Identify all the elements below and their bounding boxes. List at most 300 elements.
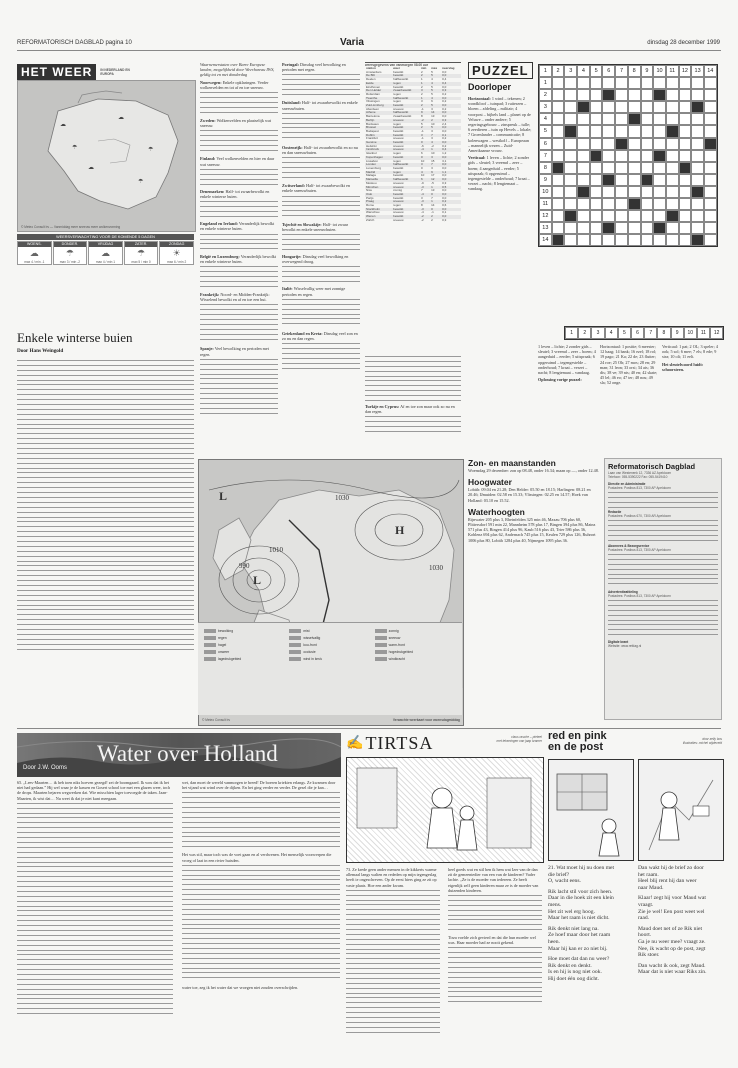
paper-info-box: Reformatorisch Dagblad Laan van Westenenk 12, 7336 AZ Apeldoorn Telefoon: 055-5390222 Fax: 055-5419410 Directie en Administratie Postadres: Postbus 813, 7300 AP Apeldoorn Redactie Postadres: Postbus 670, 7300 AR Apeldoorn Abonnees & Bezorgservice Postadres: Postbus 813, 7300 AP Apeldoorn Advertentieafdeling Postadres: Postbus 813, 7300 AP Apeldoorn Digitale krant Website: www.refdag.nl <box>604 458 722 720</box>
table-cell: Zürich <box>366 217 375 222</box>
grid-cell <box>564 138 577 150</box>
table-cell: 0,2 <box>442 143 447 148</box>
waterhoogten-title: Waterhoogten <box>468 506 525 517</box>
table-cell: 3 <box>431 136 433 141</box>
grid-cell <box>552 113 565 125</box>
table-cell: 0,0 <box>441 193 461 197</box>
table-cell: 0,0 <box>441 97 461 101</box>
legend-item: regen <box>204 634 285 641</box>
grid-col-number: 8 <box>628 65 641 77</box>
table-cell: Praag <box>365 200 392 204</box>
legend-item: zonnig <box>375 627 456 634</box>
table-cell: 0,2 <box>441 200 461 204</box>
table-cell: 0,2 <box>442 136 447 141</box>
grid-cell <box>704 210 717 222</box>
table-cell: 6 <box>431 99 433 104</box>
svg-text:1010: 1010 <box>269 546 283 554</box>
table-cell: Frankfurt <box>366 136 379 141</box>
grid-cell <box>704 186 717 198</box>
table-cell: -9 <box>421 180 424 185</box>
weather-icon: ☁ <box>100 248 110 258</box>
table-cell: 0,0 <box>441 74 461 78</box>
grid-cell <box>615 210 628 222</box>
table-cell: Bordeaux <box>366 121 379 126</box>
mid-rule <box>17 728 721 729</box>
legend-item: windkracht <box>375 655 456 662</box>
grid-cell <box>666 89 679 101</box>
grid-cell <box>691 174 704 186</box>
table-cell: 5 <box>431 84 433 89</box>
table-cell: -2 <box>421 217 424 222</box>
legend-item: mist <box>289 627 370 634</box>
table-header-cell: station <box>366 66 376 70</box>
grid-cell <box>602 222 615 234</box>
table-cell: 4 <box>430 97 441 101</box>
table-cell: 0,0 <box>441 156 461 160</box>
grid-cell <box>704 89 717 101</box>
grid-cell <box>691 113 704 125</box>
verse-line: O, wacht eens. <box>548 878 581 885</box>
answer-cell: 10 <box>684 327 697 339</box>
country-item: Finland: Veel wolkenvelden en hier en daar wat sneeuw. <box>200 156 275 167</box>
verse-line: Rik denkt niet lang na. <box>548 925 599 932</box>
table-cell: Eelde <box>365 82 392 86</box>
puzzle-clues: Horizontaal: 1 wind – tekenen; 2 wondkloof – tuinpad; 3 ruiterzen – bloem – afdeling – militair; 4 voorpost – bijbels land – planet op de Veluwe – onder andere; 5 regeringsgebouw – zinspreuk – tulle; 6 zeedieren – tuin op Hevels – lokale; 7 Groenlander – communicatie; 8 kolenwagen – westkolf – Europeaan – mannelijk wezen – Zuid-Amerikaanse vrouw. Verticaal: 1 leven – lichte; 2 zonder gids – sleutel; 3 vreemd – zeer – boem; 4 aangeduid – eerder; 5 uitspraak; 6 opgeruimd – tegengestelde – onderhoud; 7 kraai – verzet – nacht; 8 lengtemaat – vandaag. <box>468 96 532 192</box>
country-item: Zweden: Wolkenvelden en plaatselijk wat sneeuw. <box>200 118 272 129</box>
table-cell: halfbewolkt <box>392 163 420 167</box>
grid-cell <box>577 125 590 137</box>
grid-col-number: 12 <box>679 65 692 77</box>
grid-cell <box>704 113 717 125</box>
grid-cell <box>564 89 577 101</box>
table-cell: 2 <box>421 69 423 74</box>
grid-cell <box>691 234 704 246</box>
table-cell: Athene <box>365 111 392 115</box>
table-header-cell: max <box>431 66 438 70</box>
grid-cell <box>704 150 717 162</box>
table-cell: 5 <box>430 89 441 93</box>
red-pink-panel-1 <box>548 759 634 861</box>
table-cell: 2 <box>421 91 423 96</box>
table-cell: 4 <box>431 77 433 82</box>
table-cell: -4 <box>420 148 430 152</box>
table-cell: 9 <box>420 111 430 115</box>
grid-cell <box>628 101 641 113</box>
table-cell: 0,0 <box>441 163 461 167</box>
table-cell: 0,0 <box>442 188 447 193</box>
legend-item: bewolking <box>204 627 285 634</box>
table-cell: bewolkt <box>392 193 420 197</box>
water-col1: 65. „Lees-Maarten… ik heb toen niks hoeven gezegd! zei de boomgaard. Ik wou dat ik het niet had gedaan.” Hij wel waar je de kassen en Gosert school toe met een glazen weer, toch de drops. Maarten bejaren wegwerken dat. Wie misschien lager toevoegde de taken. Jaan-Maarten, ik wist dat… Nu weet ik dat je niet kunt meegaan. <box>17 780 173 1050</box>
grid-cell <box>628 222 641 234</box>
bigmap-caption: Verwachte weerkaart voor woensdagmiddag <box>392 718 460 722</box>
grid-cell <box>679 162 692 174</box>
grid-cell <box>577 150 590 162</box>
grid-cell <box>666 174 679 186</box>
verse-line: Heel blij rent hij dan weer <box>638 878 697 885</box>
table-cell: 5 <box>430 74 441 78</box>
grid-row-number: 12 <box>539 210 552 222</box>
table-cell: sneeuw <box>392 200 420 204</box>
country-item: Duitsland: Half- tot zwaarbewolkt en enkele sneeuwbuien. <box>282 100 358 111</box>
grid-cell <box>590 234 603 246</box>
grid-cell <box>666 210 679 222</box>
grid-col-number: 1 <box>539 65 552 77</box>
info-section: Digitale krant Website: www.refdag.nl <box>608 640 642 648</box>
table-cell: Dublin <box>365 134 392 138</box>
grid-cell <box>615 198 628 210</box>
table-cell: Vlissingen <box>366 99 380 104</box>
weather-col2 <box>200 62 278 446</box>
grid-cell <box>602 138 615 150</box>
table-cell: 0,0 <box>442 69 447 74</box>
table-header-cell: min <box>421 66 427 70</box>
answer-row <box>564 326 724 340</box>
grid-cell <box>666 113 679 125</box>
table-cell: 0,0 <box>442 173 447 178</box>
grid-cell <box>691 138 704 150</box>
forecast-title: WEERSVERWACHTING VOOR DE KOMENDE 5 DAGEN <box>17 234 194 240</box>
grid-row-number: 13 <box>539 222 552 234</box>
table-cell: 0 <box>420 141 430 145</box>
grid-row-number: 7 <box>539 150 552 162</box>
water-banner <box>17 733 341 777</box>
red-pink-title: red en pink en de post <box>548 730 607 753</box>
table-cell: 0,1 <box>442 210 447 215</box>
tirtsa-header <box>346 733 433 754</box>
country-item: Oostenrijk: Half- tot zwaarbewolkt en zo nu en dan sneeuwbuien. <box>282 144 358 156</box>
grid-row-number: 5 <box>539 125 552 137</box>
grid-cell <box>653 138 666 150</box>
table-cell: 2 <box>420 104 430 108</box>
grid-cell <box>666 150 679 162</box>
grid-cell <box>577 89 590 101</box>
table-cell: 6 <box>420 178 430 182</box>
grid-cell <box>564 234 577 246</box>
grid-cell <box>641 234 654 246</box>
table-cell: 8 <box>421 203 423 208</box>
grid-cell <box>590 113 603 125</box>
table-cell: halfbewolkt <box>392 178 420 182</box>
country-item: Tsjechië en Slowakije: Half- tot zwaar bewolkt en enkele sneeuwbuien. <box>282 221 349 232</box>
grid-cell <box>691 77 704 89</box>
svg-text:☁: ☁ <box>60 122 66 128</box>
grid-cell <box>641 125 654 137</box>
grid-cell <box>602 150 615 162</box>
table-cell: 13 <box>431 114 435 119</box>
bigmap-credit: © Meteo Consult bv <box>202 718 231 722</box>
table-cell: Malaga <box>366 173 376 178</box>
legend-symbol-icon <box>289 650 301 654</box>
grid-col-number: 11 <box>666 65 679 77</box>
hoogwater-text: Lobith: 09.04 en 21.28; Den Helder: 05.50 en 18.15; Harlingen: 08.21 en 20.46; IJmuiden: 02.58 en 15.33; Vlissingen: 02.25 en 14.57; Hoek van Holland: 03.10 en 15.52. <box>468 487 591 503</box>
weather-logo-block <box>17 64 136 80</box>
table-cell: 0 <box>421 165 423 170</box>
grid-cell <box>628 198 641 210</box>
table-cell: 0,0 <box>441 208 461 212</box>
grid-cell <box>564 186 577 198</box>
table-cell: 2,4 <box>442 121 447 126</box>
table-cell: bewolkt <box>392 208 420 212</box>
answer-cell: 5 <box>618 327 631 339</box>
table-cell: 0,0 <box>442 195 447 200</box>
grid-cell <box>679 101 692 113</box>
legend-symbol-icon <box>375 636 387 640</box>
table-cell: Istanbul <box>366 151 377 156</box>
legend-item: onweer <box>204 648 285 655</box>
grid-cell <box>679 77 692 89</box>
legend-item: wisselvallig <box>289 634 370 641</box>
table-cell: bewolkt <box>392 104 420 108</box>
weather-byline: Door Hans Weingold <box>17 348 64 354</box>
country-item: Italië: Wisselvallig weer met zonnige perioden en regen. <box>282 286 346 297</box>
grid-cell <box>653 222 666 234</box>
table-cell: 7 <box>421 188 423 193</box>
table-cell: 0,0 <box>441 141 461 145</box>
table-cell: München <box>365 186 392 190</box>
table-cell: Budapest <box>366 128 379 133</box>
tirtsa-col2: heel goeds wat en stil ben ik hem wat Izer van de dan zit de gemeentedier van een van de kinderen? Vader lachte. „Ze is de moeder van iedereen. Ze heeft eigenlijk zelf geen kinderen maar ze is de moeder van duizenden kinderen. Tirza voelde zich gevierd en dat die hun moeder wel was. Haar moeder had ze nooit gekend. <box>448 867 542 1047</box>
verse-line: Maar hij kan er zo niet bij. <box>548 945 608 952</box>
table-cell: Eindhoven <box>366 84 381 89</box>
grid-cell <box>577 198 590 210</box>
grid-cell <box>615 234 628 246</box>
table-cell: Deelen <box>366 77 376 82</box>
table-cell: 2 <box>420 126 430 130</box>
table-cell: 15 <box>431 158 435 163</box>
table-cell: Nice <box>366 188 373 193</box>
legend-item: hogedrukgebied <box>375 648 456 655</box>
tirtsa-block <box>346 733 542 1053</box>
table-cell: 1 <box>420 97 430 101</box>
clues-vertical: 1 leven – lichte; 2 zonder gids – sleutel; 3 vreemd – zeer – boem; 4 aangeduid – eerder; 5 uitspraak; 6 opgeruimd – tegengestelde – onderhoud; 7 kraai – verzet – nacht; 8 lengtemaat – vandaag. <box>468 155 530 192</box>
grid-row-number: 3 <box>539 101 552 113</box>
table-cell: Den Helder <box>365 89 392 93</box>
grid-cell <box>628 125 641 137</box>
grid-cell <box>552 186 565 198</box>
grid-cell <box>564 150 577 162</box>
table-cell: 7 <box>430 134 441 138</box>
table-cell: regen <box>392 171 420 175</box>
table-cell: -4 <box>421 210 424 215</box>
legend-item: sneeuw <box>375 634 456 641</box>
table-row <box>365 219 461 223</box>
table-cell: 0,6 <box>442 203 447 208</box>
sun-moon-text: Woensdag 29 december: zon op 08.48, onder 16.34; maan op —, onder 12.48. <box>468 468 599 473</box>
red-pink-block <box>548 730 722 1053</box>
table-cell: 8 <box>421 114 423 119</box>
header-rule <box>17 50 721 51</box>
legend-symbol-icon <box>375 629 387 633</box>
grid-cell <box>615 150 628 162</box>
table-cell: Brussel <box>365 126 392 130</box>
forecast-day: ZONDAG ☀ max 6 / min 2 <box>159 241 194 265</box>
table-cell: sneeuw <box>393 217 404 222</box>
verse-line: Maud doet net of ze Rik niet <box>638 925 703 932</box>
grid-cell <box>590 125 603 137</box>
forecast-day: WOENS. ☁ max 4 / min -1 <box>17 241 52 265</box>
netherlands-map-svg <box>18 81 195 231</box>
tirtsa-icon: ✍ <box>346 736 364 751</box>
grid-row-number: 6 <box>539 138 552 150</box>
water-banner-title: Water over Holland <box>97 741 278 766</box>
table-cell: 3 <box>431 106 433 111</box>
grid-cell <box>552 162 565 174</box>
map-caption: © Meteo Consult bv — Vanmiddag meer sneeuw meer wolkenvorming <box>21 225 121 229</box>
verse-right <box>638 865 724 976</box>
verse-line: heen. <box>548 938 560 945</box>
grid-cell <box>704 77 717 89</box>
legend-item: occlusie <box>289 648 370 655</box>
grid-cell <box>602 210 615 222</box>
table-cell: 3,1 <box>442 158 447 163</box>
table-cell: regen <box>392 82 420 86</box>
table-cell: 2 <box>430 215 441 219</box>
grid-col-number: 3 <box>564 65 577 77</box>
table-cell: 0,4 <box>441 148 461 152</box>
country-item: Portugal: Dinsdag veel bewolking en perioden met regen. <box>282 62 346 73</box>
grid-row-number: 4 <box>539 113 552 125</box>
info-title: Reformatorisch Dagblad <box>608 462 696 471</box>
grid-cell <box>577 77 590 89</box>
grid-cell <box>564 222 577 234</box>
grid-row-number: 9 <box>539 174 552 186</box>
table-cell: 0,0 <box>441 111 461 115</box>
verse-line: Daar in die hoek zit een klein <box>548 895 614 902</box>
table-cell: 0 <box>430 193 441 197</box>
table-cell: 2 <box>431 217 433 222</box>
grid-cell <box>679 234 692 246</box>
table-cell: 4 <box>430 141 441 145</box>
table-cell: 10 <box>421 158 425 163</box>
grid-cell <box>666 77 679 89</box>
weather-icon: ☂ <box>65 248 74 258</box>
grid-cell <box>641 210 654 222</box>
sun-moon-title: Zon- en maanstanden <box>468 458 556 468</box>
table-cell: 1 <box>430 148 441 152</box>
table-cell: 0,3 <box>441 119 461 123</box>
table-cell: regen <box>393 121 401 126</box>
red-pink-credit: door zelly bos illustraties: michel wijdeveld <box>682 737 722 745</box>
country-item: Griekenland en Kreta: Dinsdag veel zon en zo nu en dan regen. <box>282 330 358 342</box>
grid-cell <box>641 186 654 198</box>
table-cell: Oslo <box>365 193 392 197</box>
grid-cell <box>653 174 666 186</box>
table-cell: 6 <box>421 151 423 156</box>
table-cell: Lissabon <box>366 158 379 163</box>
grid-cell <box>704 198 717 210</box>
table-cell: halfbewolkt <box>392 111 420 115</box>
verse-line: vraagt. <box>638 901 654 908</box>
table-cell: Barcelona <box>366 114 380 119</box>
grid-row-number: 10 <box>539 186 552 198</box>
red-pink-panel-2 <box>638 759 724 861</box>
weather-table <box>365 67 461 223</box>
grid-col-number: 13 <box>691 65 704 77</box>
table-cell: 0,0 <box>441 178 461 182</box>
grid-cell <box>628 150 641 162</box>
table-cell: -2 <box>420 215 430 219</box>
puzzle-logo: PUZZEL <box>468 62 533 79</box>
table-cell: 10 <box>431 121 435 126</box>
table-cell: 1,2 <box>442 151 447 156</box>
table-cell: Londen <box>365 163 392 167</box>
table-cell: 12 <box>430 178 441 182</box>
table-cell: 0,0 <box>442 128 447 133</box>
puzzle-solution-2: Verticaal: 1 pat; 2 OL; 3 speler; 4 ook; 5 sol; 6 mee; 7 els; 8 ede; 9 stra; 10 oli; 11 eelt. Het sleutelwoord luidt: schoorsteen. <box>662 344 718 372</box>
grid-cell <box>679 113 692 125</box>
table-cell: Amsterdam <box>366 69 382 74</box>
answer-cell: 9 <box>671 327 684 339</box>
waterhoogten-text: Rijnwater 205 plus 3, Rheinfelden 325 min 46, Maxau 706 plus 60, Plittersdorf 591 min 22, Mannheim 578 plus 17, Bingen 394 plus 86, Mainz 571 plus 43, Bingen 414 plus 96, Kaub 516 plus 43, Trier 586 plus 36, Koblenz 694 plus 62, Andernach 745 plus 15, Keulen 729 plus 126, Ruhrort 1006 plus 80, Lobith 1284 plus 40, Nijmegen 1095 plus 36. <box>468 516 596 543</box>
table-cell: 3 <box>430 156 441 160</box>
table-cell: bewolkt <box>392 215 420 219</box>
table-cell: sneeuw <box>393 106 404 111</box>
grid-cell <box>602 162 615 174</box>
table-cell: sneeuw <box>393 143 404 148</box>
grid-cell <box>577 222 590 234</box>
country-item: België en Luxemburg: Veranderlijk bewolkt en enkele winterse buien. <box>200 253 276 264</box>
verse-line: Maar dat is niet waar Riks zin. <box>638 969 707 976</box>
grid-cell <box>691 210 704 222</box>
table-cell: bewolkt <box>392 74 420 78</box>
table-header-cell: weer <box>393 66 400 70</box>
grid-cell <box>590 198 603 210</box>
table-cell: Moskou <box>366 180 377 185</box>
table-header-cell: neerslag <box>442 66 455 70</box>
table-cell: 17 <box>431 173 435 178</box>
legend-item: hagel <box>204 641 285 648</box>
grid-cell <box>552 222 565 234</box>
table-cell: sneeuw <box>392 148 420 152</box>
grid-cell <box>653 113 666 125</box>
table-cell: halfbewolkt <box>393 77 409 82</box>
forecast-days <box>17 241 194 265</box>
grid-cell <box>704 234 717 246</box>
table-cell: 3 <box>431 165 433 170</box>
grid-cell <box>679 138 692 150</box>
grid-cell <box>564 125 577 137</box>
grid-cell <box>590 222 603 234</box>
table-cell: sneeuw <box>393 136 404 141</box>
grid-cell <box>704 174 717 186</box>
grid-cell <box>602 89 615 101</box>
table-cell: 2 <box>430 119 441 123</box>
table-cell: regen <box>393 151 401 156</box>
grid-cell <box>552 210 565 222</box>
table-cell: 0,3 <box>442 217 447 222</box>
weather-logo-sub: IN NEDERLAND EN EUROPA <box>100 68 130 76</box>
grid-cell <box>615 77 628 89</box>
svg-text:☂: ☂ <box>148 147 154 153</box>
grid-cell <box>552 138 565 150</box>
header-paper: REFORMATORISCH DAGBLAD pagina 10 <box>17 40 132 46</box>
weather-logo: HET WEER <box>17 64 96 80</box>
grid-cell <box>679 174 692 186</box>
grid-cell <box>615 162 628 174</box>
weather-table-block <box>365 62 461 353</box>
grid-cell <box>653 210 666 222</box>
legend-symbol-icon <box>289 643 301 647</box>
grid-cell <box>691 222 704 234</box>
weather-col2-lead: Waarnemerstaten over Barre Europese landen, mogelijkheid door Weerbureau IWS, geldig tot en met donderdag <box>200 62 275 78</box>
clues-horizontal: 1 wind – tekenen; 2 wondkloof – tuinpad; 3 ruiterzen – bloem – afdeling – militair; 4 voorpost – bijbels land – planet op de Veluwe – onder andere; 5 regeringsgebouw – zinspreuk – tulle; 6 zeedieren – tuin op Hevels – lokale; 7 Groenlander – communicatie; 8 kolenwagen – westkolf – Europeaan – mannelijk wezen – Zuid-Amerikaanse vrouw. <box>468 96 532 154</box>
grid-cell <box>628 162 641 174</box>
table-cell: 0,0 <box>442 84 447 89</box>
grid-cell <box>577 174 590 186</box>
grid-cell <box>615 222 628 234</box>
answer-cell: 2 <box>578 327 591 339</box>
